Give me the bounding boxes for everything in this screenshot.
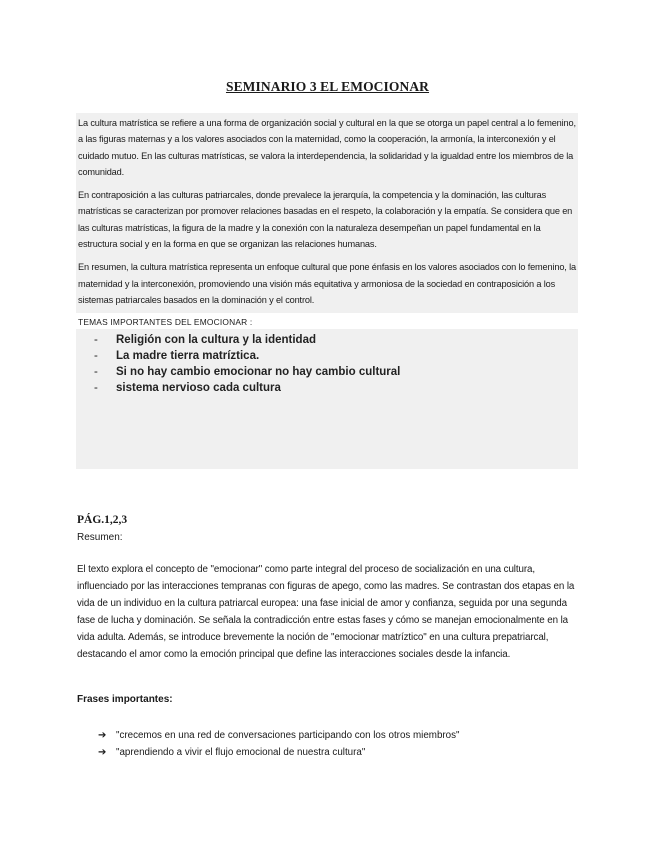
arrow-bullet-icon: ➔ (98, 747, 107, 758)
temas-heading: TEMAS IMPORTANTES DEL EMOCIONAR : (76, 313, 578, 329)
document-title: SEMINARIO 3 EL EMOCIONAR (225, 79, 430, 94)
tema-text: Religión con la cultura y la identidad (116, 334, 317, 347)
intro-paragraph-3: En resumen, la cultura matrística representa un enfoque cultural que pone énfasis en los valores asociados con lo femenino, la maternidad y la interconexión, promoviendo una visión más equitativa y armoniosa de la sociedad en contraposición a los sistemas patriarcales basados en la dominación y el control. (78, 262, 576, 305)
intro-paragraph-1: La cultura matrística se refiere a una forma de organización social y cultural en la que se otorga un papel central a lo femenino, a las figuras maternas y a los valores asociados con la maternidad, como la cooperación, la armonía, la interconexión y el cuidado mutuo. En las culturas matrísticas, se valora la interdependencia, la solidaridad y la igualdad entre los miembros de la comunidad. (78, 118, 576, 177)
dash-bullet: - (94, 350, 98, 363)
list-item (94, 365, 578, 381)
frases-heading: Frases importantes: (77, 694, 173, 705)
list-item (94, 349, 578, 365)
dash-bullet: - (94, 334, 98, 347)
list-item (94, 381, 578, 397)
summary-paragraph: El texto explora el concepto de "emocionar" como parte integral del proceso de socialización en una cultura, influenciado por las interacciones tempranas con figuras de apego, como las madres. Se contrastan dos etapas en la vida de un individuo en la cultura patriarcal europea: una fase inicial de amor y confianza, seguida por una segunda fase de lucha y dominación. Se señala la contradicción entre estas fases y cómo se manejan emocionalmente en la vida adulta. Además, se introduce brevemente la noción de "emocionar matríztico" en una cultura prepatriarcal, destacando el amor como la emoción principal que define las interacciones sociales desde la infancia. (77, 564, 575, 660)
page-reference-heading: PÁG.1,2,3 (77, 514, 128, 526)
list-item (94, 333, 578, 349)
frases-list (98, 727, 460, 761)
empty-highlight-area (76, 405, 578, 469)
tema-text: La madre tierra matríztica. (116, 350, 260, 363)
tema-text: Si no hay cambio emocionar no hay cambio cultural (116, 365, 401, 378)
list-item (98, 727, 460, 744)
arrow-bullet-icon: ➔ (98, 730, 107, 741)
resumen-label: Resumen: (77, 532, 123, 543)
dash-bullet: - (94, 365, 98, 378)
quote-text: "aprendiendo a vivir el flujo emocional de nuestra cultura" (116, 747, 366, 758)
intro-highlight-block (76, 113, 578, 469)
intro-paragraph-2: En contraposición a las culturas patriarcales, donde prevalece la jerarquía, la competencia y la dominación, las culturas matrísticas se caracterizan por promover relaciones basadas en el respeto, la colaboración y la empatía. Se considera que en las culturas matrísticas, la figura de la madre y la conexión con la naturaleza desempeñan un papel fundamental en la estructura social y en la forma en que se organizan las relaciones humanas. (78, 190, 573, 250)
temas-list (76, 329, 578, 400)
quote-text: "crecemos en una red de conversaciones participando con los otros miembros" (116, 730, 460, 741)
dash-bullet: - (94, 381, 98, 394)
list-item (98, 744, 460, 761)
tema-text: sistema nervioso cada cultura (116, 381, 281, 394)
